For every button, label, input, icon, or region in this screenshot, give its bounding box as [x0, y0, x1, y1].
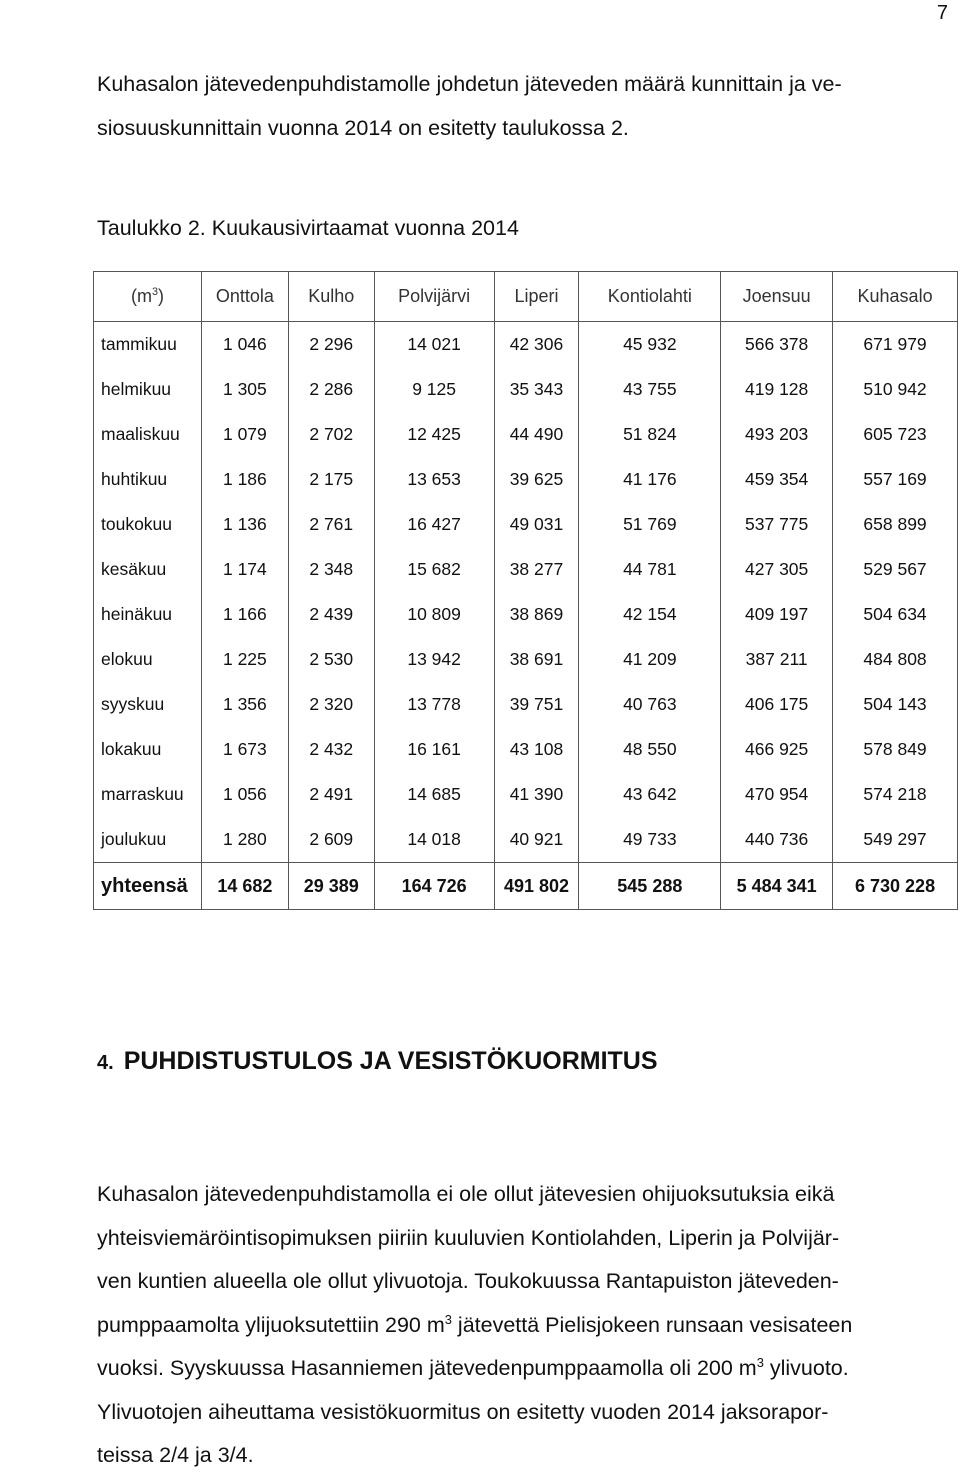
value-cell: 566 378	[721, 322, 833, 368]
month-cell: tammikuu	[94, 322, 202, 368]
value-cell: 51 824	[579, 412, 721, 457]
month-cell: maaliskuu	[94, 412, 202, 457]
value-cell: 470 954	[721, 772, 833, 817]
value-cell: 1 673	[201, 727, 288, 772]
section-number: 4.	[97, 1052, 114, 1074]
value-cell: 2 609	[288, 817, 374, 863]
total-cell: 29 389	[288, 863, 374, 910]
value-cell: 504 634	[833, 592, 958, 637]
value-cell: 10 809	[374, 592, 494, 637]
value-cell: 510 942	[833, 367, 958, 412]
value-cell: 574 218	[833, 772, 958, 817]
value-cell: 38 277	[494, 547, 579, 592]
value-cell: 41 390	[494, 772, 579, 817]
value-cell: 427 305	[721, 547, 833, 592]
value-cell: 38 869	[494, 592, 579, 637]
value-cell: 39 751	[494, 682, 579, 727]
value-cell: 1 166	[201, 592, 288, 637]
value-cell: 40 763	[579, 682, 721, 727]
table-header-row	[94, 272, 958, 322]
value-cell: 484 808	[833, 637, 958, 682]
value-cell: 1 046	[201, 322, 288, 368]
value-cell: 658 899	[833, 502, 958, 547]
unit-header: $(m^3)$	[94, 272, 202, 322]
table-row	[94, 367, 958, 412]
body-line: teissa 2/4 ja 3/4.	[97, 1443, 254, 1467]
total-cell: 6 730 228	[833, 863, 958, 910]
body-line: pumppaamolta ylijuoksutettiin 290 $m^3$ jätevettä Pielisjokeen runsaan vesisateen	[97, 1311, 853, 1337]
intro-paragraph	[97, 63, 949, 150]
body-line: vuoksi. Syyskuussa Hasanniemen jätevedenpumppaamolla oli 200 $m^3$ ylivuoto.	[97, 1354, 849, 1380]
value-cell: 51 769	[579, 502, 721, 547]
table-row	[94, 772, 958, 817]
value-cell: 1 225	[201, 637, 288, 682]
value-cell: 39 625	[494, 457, 579, 502]
value-cell: 557 169	[833, 457, 958, 502]
month-cell: marraskuu	[94, 772, 202, 817]
value-cell: 504 143	[833, 682, 958, 727]
value-cell: 466 925	[721, 727, 833, 772]
column-header: Kulho	[288, 272, 374, 322]
value-cell: 14 021	[374, 322, 494, 368]
month-cell: kesäkuu	[94, 547, 202, 592]
month-cell: huhtikuu	[94, 457, 202, 502]
value-cell: 537 775	[721, 502, 833, 547]
value-cell: 419 128	[721, 367, 833, 412]
value-cell: 2 491	[288, 772, 374, 817]
value-cell: 2 296	[288, 322, 374, 368]
value-cell: 38 691	[494, 637, 579, 682]
value-cell: 16 161	[374, 727, 494, 772]
table-row	[94, 637, 958, 682]
value-cell: 1 136	[201, 502, 288, 547]
value-cell: 671 979	[833, 322, 958, 368]
value-cell: 578 849	[833, 727, 958, 772]
value-cell: 1 079	[201, 412, 288, 457]
value-cell: 2 348	[288, 547, 374, 592]
table-row	[94, 727, 958, 772]
table-row	[94, 817, 958, 863]
value-cell: 44 490	[494, 412, 579, 457]
value-cell: 16 427	[374, 502, 494, 547]
table-row	[94, 412, 958, 457]
month-cell: syyskuu	[94, 682, 202, 727]
total-row	[94, 863, 958, 910]
section-heading	[97, 1043, 658, 1081]
value-cell: 40 921	[494, 817, 579, 863]
month-cell: heinäkuu	[94, 592, 202, 637]
value-cell: 41 176	[579, 457, 721, 502]
value-cell: 43 108	[494, 727, 579, 772]
value-cell: 406 175	[721, 682, 833, 727]
value-cell: 14 685	[374, 772, 494, 817]
total-label: yhteensä	[94, 863, 202, 910]
column-header: Onttola	[201, 272, 288, 322]
value-cell: 1 174	[201, 547, 288, 592]
value-cell: 42 154	[579, 592, 721, 637]
column-header: Kuhasalo	[833, 272, 958, 322]
value-cell: 1 056	[201, 772, 288, 817]
body-paragraph	[97, 1173, 949, 1478]
value-cell: 440 736	[721, 817, 833, 863]
month-cell: elokuu	[94, 637, 202, 682]
value-cell: 14 018	[374, 817, 494, 863]
table-row	[94, 547, 958, 592]
table-caption: Taulukko 2. Kuukausivirtaamat vuonna 2014	[97, 216, 519, 240]
column-header: Kontiolahti	[579, 272, 721, 322]
total-cell: 164 726	[374, 863, 494, 910]
value-cell: 493 203	[721, 412, 833, 457]
monthly-flow-table	[93, 271, 958, 910]
value-cell: 409 197	[721, 592, 833, 637]
value-cell: 13 778	[374, 682, 494, 727]
month-cell: toukokuu	[94, 502, 202, 547]
column-header: Liperi	[494, 272, 579, 322]
value-cell: 2 175	[288, 457, 374, 502]
value-cell: 49 733	[579, 817, 721, 863]
value-cell: 387 211	[721, 637, 833, 682]
body-line: Kuhasalon jätevedenpuhdistamolla ei ole ollut jätevesien ohijuoksutuksia eikä	[97, 1182, 835, 1206]
value-cell: 2 286	[288, 367, 374, 412]
column-header: Joensuu	[721, 272, 833, 322]
value-cell: 15 682	[374, 547, 494, 592]
month-cell: joulukuu	[94, 817, 202, 863]
intro-line: siosuuskunnittain vuonna 2014 on esitetty taulukossa 2.	[97, 115, 629, 140]
value-cell: 41 209	[579, 637, 721, 682]
intro-line: Kuhasalon jätevedenpuhdistamolle johdetun jäteveden määrä kunnittain ja ve-	[97, 72, 842, 96]
value-cell: 459 354	[721, 457, 833, 502]
total-cell: 5 484 341	[721, 863, 833, 910]
value-cell: 43 642	[579, 772, 721, 817]
value-cell: 1 356	[201, 682, 288, 727]
table-row	[94, 322, 958, 368]
value-cell: 529 567	[833, 547, 958, 592]
table-row	[94, 457, 958, 502]
value-cell: 2 761	[288, 502, 374, 547]
page-number: 7	[936, 2, 948, 24]
table-row	[94, 502, 958, 547]
value-cell: 13 653	[374, 457, 494, 502]
total-cell: 545 288	[579, 863, 721, 910]
value-cell: 43 755	[579, 367, 721, 412]
value-cell: 13 942	[374, 637, 494, 682]
value-cell: 9 125	[374, 367, 494, 412]
table-row	[94, 682, 958, 727]
value-cell: 48 550	[579, 727, 721, 772]
total-cell: 14 682	[201, 863, 288, 910]
value-cell: 12 425	[374, 412, 494, 457]
value-cell: 549 297	[833, 817, 958, 863]
value-cell: 1 280	[201, 817, 288, 863]
value-cell: 1 186	[201, 457, 288, 502]
total-cell: 491 802	[494, 863, 579, 910]
month-cell: lokakuu	[94, 727, 202, 772]
value-cell: 42 306	[494, 322, 579, 368]
value-cell: 49 031	[494, 502, 579, 547]
value-cell: 605 723	[833, 412, 958, 457]
body-line: Ylivuotojen aiheuttama vesistökuormitus on esitetty vuoden 2014 jaksorapor-	[97, 1399, 829, 1424]
value-cell: 2 702	[288, 412, 374, 457]
column-header: Polvijärvi	[374, 272, 494, 322]
value-cell: 2 432	[288, 727, 374, 772]
table-row	[94, 592, 958, 637]
value-cell: 35 343	[494, 367, 579, 412]
value-cell: 2 530	[288, 637, 374, 682]
value-cell: 2 320	[288, 682, 374, 727]
body-line: yhteisviemäröintisopimuksen piiriin kuuluvien Kontiolahden, Liperin ja Polvijär-	[97, 1225, 840, 1250]
section-title: PUHDISTUSTULOS JA VESISTÖKUORMITUS	[123, 1047, 658, 1075]
value-cell: 1 305	[201, 367, 288, 412]
value-cell: 2 439	[288, 592, 374, 637]
value-cell: 44 781	[579, 547, 721, 592]
month-cell: helmikuu	[94, 367, 202, 412]
value-cell: 45 932	[579, 322, 721, 368]
body-line: ven kuntien alueella ole ollut ylivuotoja. Toukokuussa Rantapuiston jäteveden-	[97, 1269, 839, 1293]
